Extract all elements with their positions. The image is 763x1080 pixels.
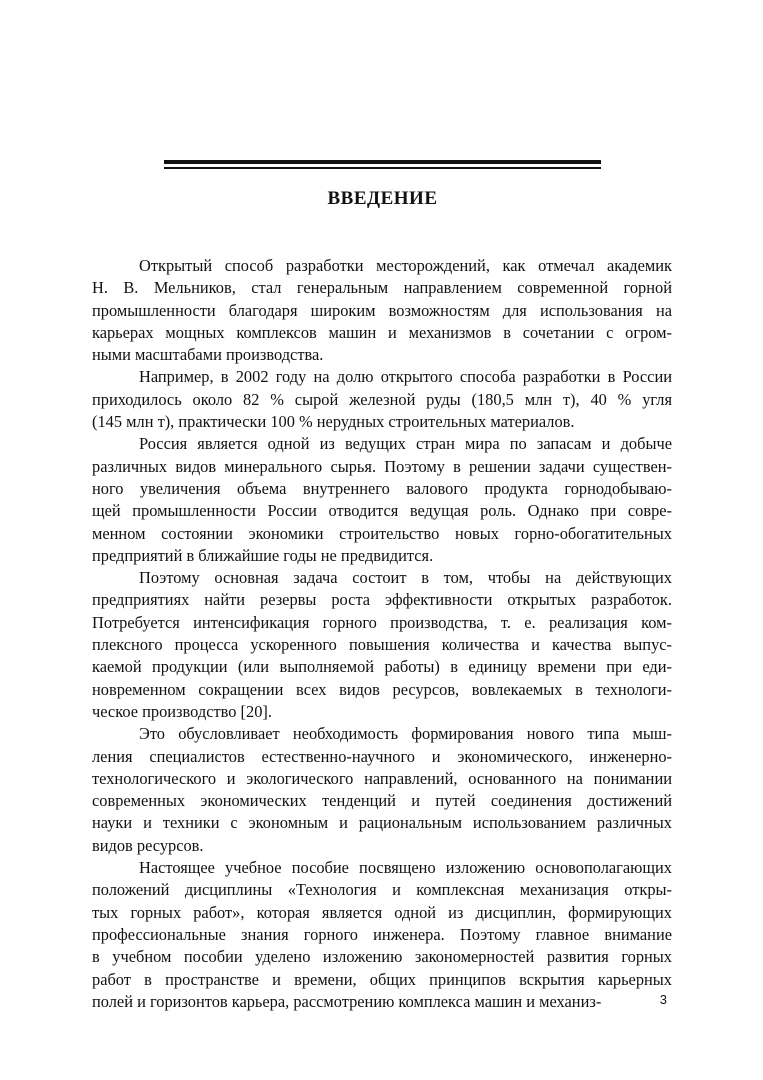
paragraph: [92, 857, 672, 1013]
paragraph: [92, 723, 672, 857]
text-line: ления специалистов естественно-научного и экономического, инженерно-: [92, 746, 672, 766]
section-title: ВВЕДЕНИЕ: [327, 188, 438, 209]
text-line: работ в пространстве и времени, общих принципов вскрытия карьерных: [92, 969, 672, 989]
text-line: современных экономических тенденций и путей соединения достижений: [92, 791, 672, 811]
text-line: Открытый способ разработки месторождений, как отмечал академик: [139, 256, 672, 275]
text-line: ными масштабами производства.: [92, 345, 324, 365]
body-text: [92, 255, 672, 1013]
text-line: щей промышленности России отводится ведущая роль. Однако при совре-: [92, 501, 672, 521]
text-line: науки и техники с экономным и рациональным использованием различных: [92, 813, 672, 833]
text-line: предприятиях найти резервы роста эффективности открытых разработок.: [92, 590, 672, 610]
page-number: 3: [659, 992, 667, 1007]
paragraph: [92, 255, 672, 366]
text-line: профессиональные знания горного инженера. Поэтому главное внимание: [92, 924, 672, 944]
text-line: Россия является одной из ведущих стран мира по запасам и добыче: [139, 434, 672, 454]
text-line: в учебном пособии уделено изложению закономерностей развития горных: [92, 947, 672, 967]
text-line: Потребуется интенсификация горного производства, т. е. реализация ком-: [92, 612, 672, 632]
text-line: каемой продукции (или выполняемой работы) в единицу времени при еди-: [92, 657, 672, 677]
text-line: видов ресурсов.: [92, 835, 204, 855]
paragraph: [92, 567, 672, 723]
text-line: Поэтому основная задача состоит в том, чтобы на действующих: [139, 568, 672, 588]
text-line: менном состоянии экономики строительство новых горно-обогатительных: [92, 523, 672, 543]
text-line: тых горных работ», которая является одной из дисциплин, формирующих: [92, 902, 672, 922]
text-line: ного увеличения объема внутреннего валового продукта горнодобываю-: [92, 478, 672, 498]
text-line: (145 млн т), практически 100 % нерудных строительных материалов.: [92, 412, 575, 432]
text-line: Это обусловливает необходимость формирования нового типа мыш-: [139, 724, 672, 744]
text-line: приходилось около 82 % сырой железной руды (180,5 млн т), 40 % угля: [92, 389, 672, 409]
text-line: технологического и экологического направлений, основанного на понимании: [92, 768, 672, 788]
title-rule-thick: [164, 160, 601, 164]
paragraph: [92, 366, 672, 433]
text-line: плексного процесса ускоренного повышения количества и качества выпус-: [92, 635, 672, 655]
text-line: полей и горизонтов карьера, рассмотрению комплекса машин и механиз-: [92, 991, 602, 1011]
text-line: положений дисциплины «Технология и комплексная механизация откры-: [92, 880, 672, 900]
text-line: предприятий в ближайшие годы не предвидится.: [92, 545, 434, 565]
text-line: новременном сокращении всех видов ресурсов, вовлекаемых в технологи-: [92, 679, 672, 699]
paragraph: [92, 433, 672, 567]
text-line: промышленности благодаря широким возможностям для использования на: [92, 300, 672, 320]
text-line: карьерах мощных комплексов машин и механизмов в сочетании с огром-: [92, 322, 672, 342]
text-line: Например, в 2002 году на долю открытого способа разработки в России: [139, 367, 672, 387]
title-rule-thin: [164, 167, 601, 169]
text-line: различных видов минерального сырья. Поэтому в решении задачи существен-: [92, 456, 672, 476]
text-line: Н. В. Мельников, стал генеральным направлением современной горной: [92, 278, 672, 298]
text-line: ческое производство [20].: [92, 701, 272, 721]
text-line: Настоящее учебное пособие посвящено изложению основополагающих: [139, 858, 672, 878]
